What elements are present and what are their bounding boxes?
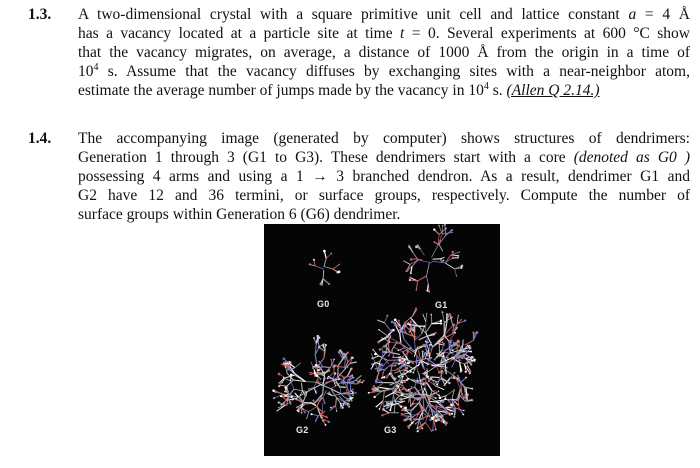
problem-number: 1.3. [28, 6, 52, 23]
text-line [78, 62, 690, 81]
problem-text [78, 129, 690, 224]
text-segment: G2 have 12 and 36 termini, or surface groups, respectively. Compute the number of [78, 187, 690, 204]
label-g2: G2 [296, 425, 309, 435]
text-segment: that the vacancy migrates, on average, a distance of 1000 Å from the origin in a time of [78, 44, 690, 61]
superscript: 4 [93, 62, 99, 73]
text-segment: estimate the average number of jumps made by the vacancy in 10 [78, 82, 484, 99]
text-segment: t [400, 25, 405, 42]
label-g1: G1 [435, 300, 448, 310]
text-segment: A two-dimensional crystal with a square primitive unit cell and lattice constant [78, 6, 629, 23]
superscript: 4 [483, 81, 489, 92]
dendrimer-figure [264, 224, 500, 456]
text-line [78, 167, 690, 186]
label-g0: G0 [317, 299, 330, 309]
text-segment: possessing 4 arms and using a 1 → 3 branched dendron. As a result, dendrimer G1 and [78, 168, 690, 185]
text-segment: has a vacancy located at a particle site at time [78, 25, 401, 42]
label-g3: G3 [384, 425, 397, 435]
text-line [78, 205, 690, 224]
text-line [78, 129, 690, 148]
text-line [78, 5, 690, 24]
text-segment: surface groups within Generation 6 (G6) dendrimer. [78, 206, 401, 223]
text-line [78, 186, 690, 205]
text-segment: s. [488, 82, 507, 99]
text-segment: = 0. Several experiments at 600 °C show [404, 25, 691, 42]
dendrimer-image [264, 224, 500, 456]
text-segment: = 4 Å [636, 6, 690, 23]
text-segment: (denoted as G0 ) [573, 149, 690, 166]
text-line [78, 148, 690, 167]
text-segment: a [628, 6, 637, 23]
text-segment: s. Assume that the vacancy diffuses by exchanging sites with a near-neighbor atom, [98, 63, 690, 80]
text-segment: (Allen Q 2.14.) [506, 82, 600, 99]
text-line [78, 43, 690, 62]
text-line [78, 24, 690, 43]
problem-text [78, 5, 690, 100]
text-line [78, 81, 690, 100]
text-segment: 10 [78, 63, 94, 80]
problem-number: 1.4. [28, 130, 52, 147]
text-segment: Generation 1 through 3 (G1 to G3). These dendrimers start with a core [78, 149, 574, 166]
text-segment: The accompanying image (generated by computer) shows structures of dendrimers: [78, 130, 690, 147]
